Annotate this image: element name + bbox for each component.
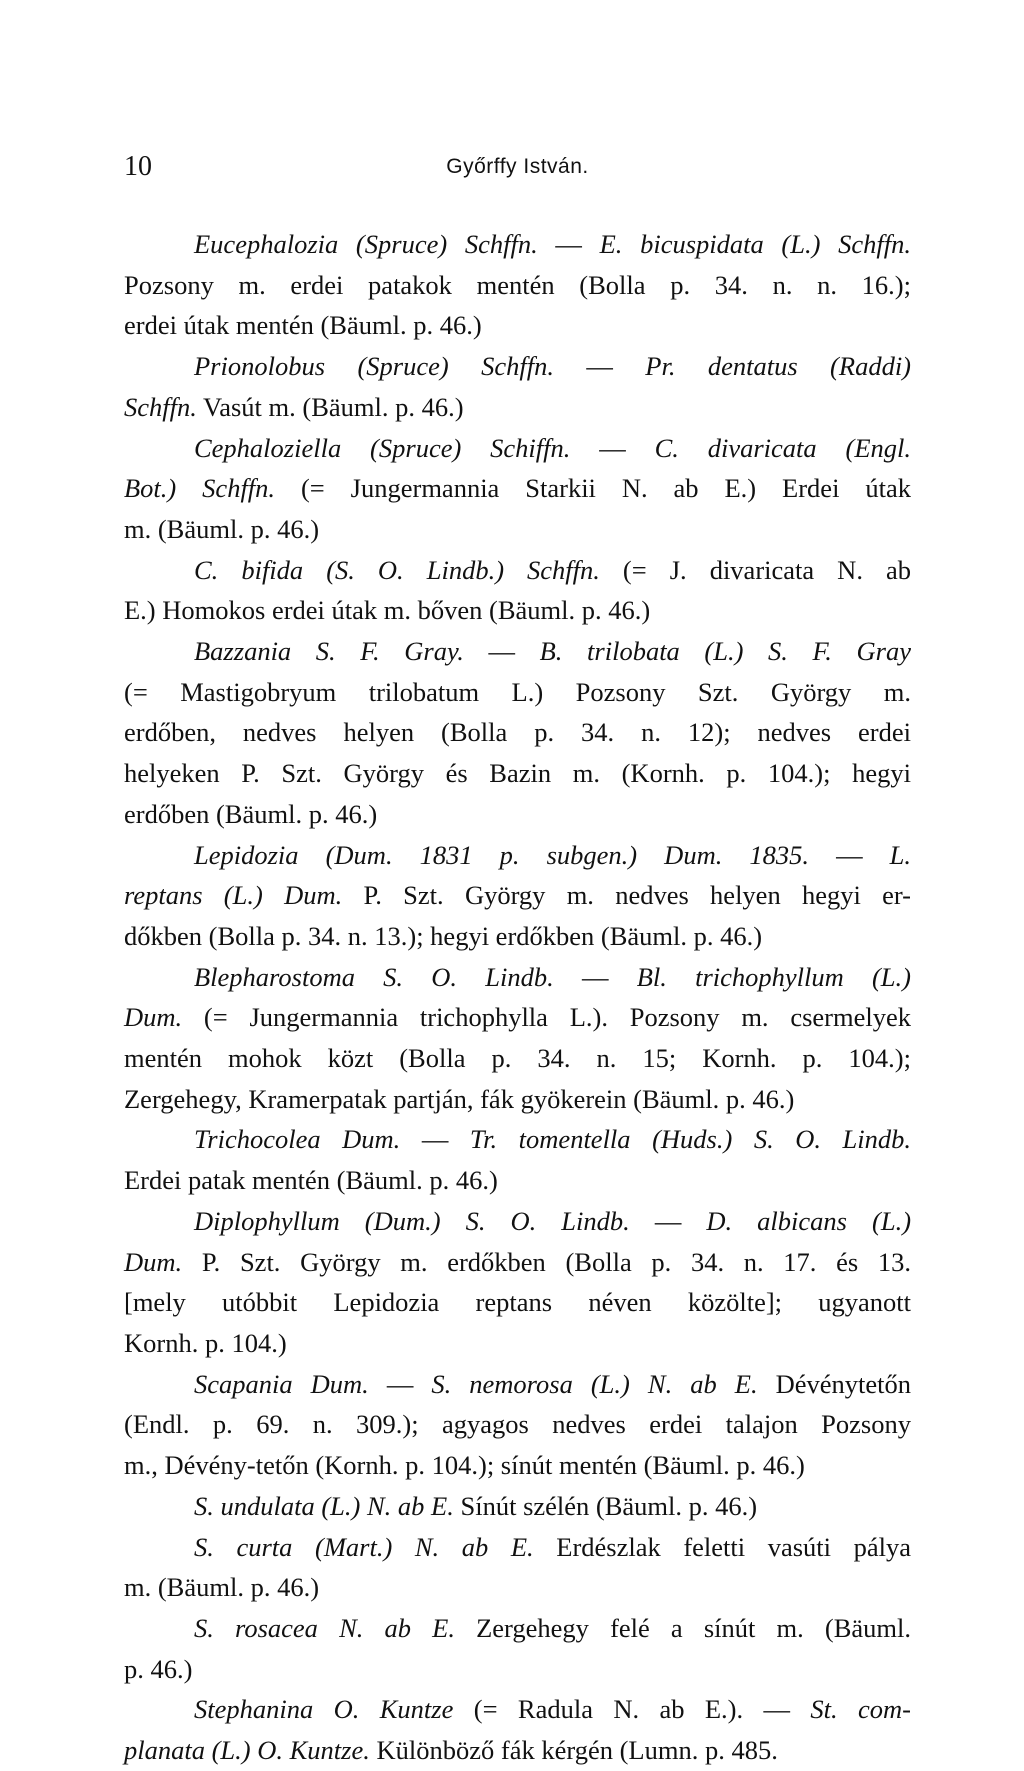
text-run: erdőben (Bäuml. p. 46.) xyxy=(124,798,378,829)
text-run: — xyxy=(368,1368,432,1399)
text-line xyxy=(124,1730,911,1771)
text-line xyxy=(124,1567,911,1608)
document-body xyxy=(124,224,911,1771)
text-line xyxy=(124,997,911,1038)
page-number: 10 xyxy=(124,151,152,182)
taxon-entry xyxy=(124,224,911,346)
text-run: Vasút m. (Bäuml. p. 46.) xyxy=(196,391,464,422)
taxon-name: Pr. dentatus (Raddi) xyxy=(645,351,912,382)
taxon-name: Schffn. xyxy=(124,391,197,422)
text-run: Különböző fák kérgén (Lumn. p. 485. xyxy=(369,1735,778,1766)
text-run: E.) Homokos erdei útak m. bőven (Bäuml. p. 46.) xyxy=(124,595,651,626)
taxon-entry xyxy=(124,428,911,550)
text-run: — xyxy=(400,1124,470,1155)
text-run: erdőben, nedves helyen (Bolla p. 34. n. 12); nedves erdei xyxy=(124,717,911,748)
taxon-entry xyxy=(124,957,911,1120)
taxon-name: Tr. tomentella (Huds.) S. O. Lindb. xyxy=(469,1124,912,1155)
text-line xyxy=(124,916,911,957)
text-line xyxy=(124,1119,911,1160)
text-line xyxy=(124,672,911,713)
text-line xyxy=(124,224,911,265)
text-line xyxy=(124,1282,911,1323)
text-run: — xyxy=(629,1205,707,1236)
text-run: mentén mohok közt (Bolla p. 34. n. 15; Kornh. p. 104.); xyxy=(124,1043,911,1074)
taxon-entry xyxy=(124,550,911,631)
text-line xyxy=(124,794,911,835)
taxon-name: planata (L.) O. Kuntze. xyxy=(124,1735,370,1766)
text-run: Erdészlak feletti vasúti pálya xyxy=(533,1531,911,1562)
taxon-name: Trichocolea Dum. xyxy=(194,1124,401,1155)
taxon-name: S. rosacea N. ab E. xyxy=(194,1612,455,1643)
text-run: Erdei patak mentén (Bäuml. p. 46.) xyxy=(124,1165,498,1196)
text-line xyxy=(124,1445,911,1486)
taxon-name: S. undulata (L.) N. ab E. xyxy=(194,1490,454,1521)
text-line xyxy=(124,875,911,916)
taxon-name: B. trilobata (L.) S. F. Gray xyxy=(539,636,911,667)
text-line xyxy=(124,468,911,509)
text-line xyxy=(124,265,911,306)
taxon-name: L. xyxy=(889,839,911,870)
text-line xyxy=(124,753,911,794)
text-run: m. (Bäuml. p. 46.) xyxy=(124,1572,320,1603)
text-run: (= Radula N. ab E.). — xyxy=(453,1694,811,1725)
text-line xyxy=(124,1079,911,1120)
text-run: Kornh. p. 104.) xyxy=(124,1327,287,1358)
text-line xyxy=(124,1160,911,1201)
text-line xyxy=(124,590,911,631)
running-head: Győrffy István. xyxy=(446,155,589,178)
taxon-name: C. bifida (S. O. Lindb.) Schffn. xyxy=(194,554,600,585)
text-line xyxy=(124,1038,911,1079)
taxon-name: Dum. xyxy=(124,1002,183,1033)
text-run: m., Dévény-tetőn (Kornh. p. 104.); sínút mentén (Bäuml. p. 46.) xyxy=(124,1450,805,1481)
taxon-name: Blepharostoma S. O. Lindb. xyxy=(194,961,554,992)
text-line xyxy=(124,509,911,550)
text-line xyxy=(124,550,911,591)
taxon-name: S. curta (Mart.) N. ab E. xyxy=(194,1531,534,1562)
text-run: — xyxy=(537,229,600,259)
taxon-name: St. com- xyxy=(810,1694,911,1725)
taxon-entry xyxy=(124,1201,911,1364)
taxon-name: Prionolobus (Spruce) Schffn. xyxy=(194,351,554,382)
text-line xyxy=(124,1486,911,1527)
text-line xyxy=(124,346,911,387)
text-run: P. Szt. György m. nedves helyen hegyi er- xyxy=(342,880,911,911)
text-line xyxy=(124,1201,911,1242)
text-line xyxy=(124,1527,911,1568)
taxon-name: S. nemorosa (L.) N. ab E. xyxy=(431,1368,758,1399)
taxon-entry xyxy=(124,835,911,957)
text-line xyxy=(124,712,911,753)
text-run: Dévénytetőn xyxy=(757,1368,912,1399)
text-line xyxy=(124,1323,911,1364)
text-run: Sínút szélén (Bäuml. p. 46.) xyxy=(453,1490,758,1521)
text-line xyxy=(124,957,911,998)
text-line xyxy=(124,1242,911,1283)
taxon-name: Bl. trichophyllum (L.) xyxy=(636,961,911,992)
text-run: (Endl. p. 69. n. 309.); agyagos nedves erdei talajon Pozsony xyxy=(124,1409,911,1440)
taxon-entry xyxy=(124,346,911,427)
taxon-name: D. albicans (L.) xyxy=(706,1205,912,1236)
text-run: Zergehegy, Kramerpatak partján, fák gyökerein (Bäuml. p. 46.) xyxy=(124,1083,795,1114)
text-run: m. (Bäuml. p. 46.) xyxy=(124,513,320,544)
text-line xyxy=(124,1608,911,1649)
text-line xyxy=(124,305,911,346)
text-run: — xyxy=(553,961,637,992)
taxon-entry xyxy=(124,631,911,835)
taxon-name: reptans (L.) Dum. xyxy=(124,880,343,911)
text-run: helyeken P. Szt. György és Bazin m. (Kornh. p. 104.); hegyi xyxy=(124,758,911,789)
text-run: (= Jungermannia trichophylla L.). Pozsony m. csermelyek xyxy=(182,1002,911,1033)
text-run: Zergehegy felé a sínút m. (Bäuml. xyxy=(454,1612,911,1643)
text-line xyxy=(124,1689,911,1730)
text-run: dőkben (Bolla p. 34. n. 13.); hegyi erdőkben (Bäuml. p. 46.) xyxy=(124,920,763,951)
text-line xyxy=(124,631,911,672)
text-run: Pozsony m. erdei patakok mentén (Bolla p. 34. n. n. 16.); xyxy=(124,269,911,300)
text-run: — xyxy=(570,432,655,463)
text-run: P. Szt. György m. erdőkben (Bolla p. 34. n. 17. és 13. xyxy=(182,1246,911,1277)
text-run: — xyxy=(463,636,540,667)
taxon-name: Dum. xyxy=(124,1246,183,1277)
taxon-name: Bot.) Schffn. xyxy=(124,473,276,504)
taxon-name: Cephaloziella (Spruce) Schiffn. xyxy=(194,432,571,463)
text-line xyxy=(124,1364,911,1405)
taxon-entry xyxy=(124,1527,911,1608)
text-run: p. 46.) xyxy=(124,1653,193,1684)
text-line xyxy=(124,387,911,428)
taxon-name: Diplophyllum (Dum.) S. O. Lindb. xyxy=(194,1205,630,1236)
page-header xyxy=(124,150,911,184)
taxon-entry xyxy=(124,1486,911,1527)
taxon-name: Bazzania S. F. Gray. xyxy=(194,636,464,667)
taxon-entry xyxy=(124,1608,911,1689)
text-run: (= J. divaricata N. ab xyxy=(599,554,911,585)
text-line xyxy=(124,428,911,469)
text-run: [mely utóbbit Lepidozia reptans néven közölte]; ugyanott xyxy=(124,1287,911,1318)
text-run: (= Jungermannia Starkii N. ab E.) Erdei útak xyxy=(275,473,911,504)
text-run: (= Mastigobryum trilobatum L.) Pozsony Szt. György m. xyxy=(124,676,911,707)
text-line xyxy=(124,835,911,876)
taxon-entry xyxy=(124,1689,911,1770)
text-line xyxy=(124,1404,911,1445)
text-run: erdei útak mentén (Bäuml. p. 46.) xyxy=(124,310,482,341)
text-line xyxy=(124,1649,911,1690)
taxon-name: Lepidozia (Dum. 1831 p. subgen.) Dum. 1835. xyxy=(194,839,810,870)
taxon-name: C. divaricata (Engl. xyxy=(654,432,911,463)
taxon-name: Eucephalozia (Spruce) Schffn. xyxy=(194,229,538,259)
taxon-name: E. bicuspidata (L.) Schffn. xyxy=(599,229,911,259)
text-run: — xyxy=(553,351,646,382)
taxon-name: Scapania Dum. xyxy=(194,1368,369,1399)
taxon-entry xyxy=(124,1364,911,1486)
taxon-entry xyxy=(124,1119,911,1200)
text-run: — xyxy=(809,839,890,870)
taxon-name: Stephanina O. Kuntze xyxy=(194,1694,454,1725)
